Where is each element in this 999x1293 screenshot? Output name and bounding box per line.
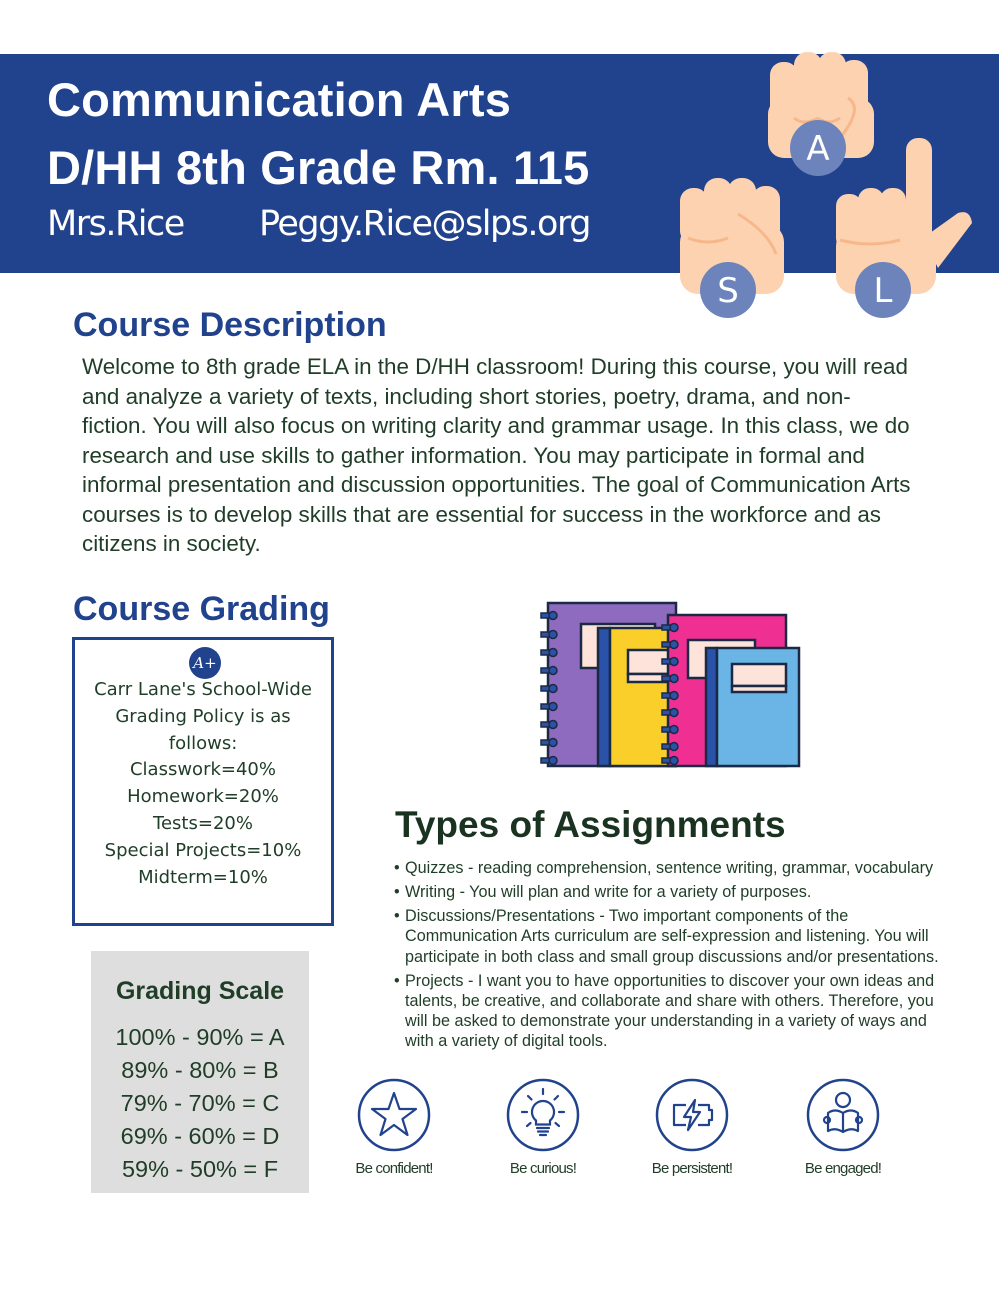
trait-label: Be confident!: [355, 1160, 433, 1177]
teacher-email[interactable]: Peggy.Rice@slps.org: [259, 204, 590, 244]
course-description-text: Welcome to 8th grade ELA in the D/HH classroom! During this course, you will read and analyze a variety of texts, including short stories, poetry, drama, and non-fiction. You will also focus on writing clarity and grammar usage. In this class, we do research and use skills to gather information. You may participate in formal and informal presentation and discussion opportunities. The goal of Communication Arts courses is to develop skills that are essential for success in the workforce and as citizens in society.: [82, 354, 911, 556]
grading-scale-row: 79% - 70% = C: [120, 1090, 280, 1116]
assignments-heading: Types of Assignments: [395, 804, 786, 845]
trait-label: Be curious!: [509, 1160, 577, 1177]
grading-scale-row: 100% - 90% = A: [115, 1024, 285, 1050]
trait-be-curious: [483, 1078, 603, 1177]
policy-weight-homework: Homework=20%: [127, 786, 279, 808]
policy-line: Grading Policy is as: [115, 705, 291, 727]
grading-scale-row: 69% - 60% = D: [120, 1123, 280, 1149]
grading-scale-row: 89% - 80% = B: [121, 1057, 279, 1083]
grading-policy-box: [72, 637, 334, 926]
notebooks-icon: [538, 600, 803, 770]
grading-scale-title: Grading Scale: [115, 977, 285, 1005]
course-grading-heading: Course Grading: [73, 590, 330, 628]
policy-weight-tests: Tests=20%: [153, 812, 253, 834]
asl-letter-s: S: [717, 271, 739, 311]
lightbulb-icon: [506, 1078, 580, 1152]
grading-scale-rows: [91, 1021, 309, 1186]
asl-letter-l: L: [873, 271, 893, 311]
policy-weight-midterm: Midterm=10%: [138, 866, 268, 888]
trait-be-confident: [334, 1078, 454, 1177]
course-title: Communication Arts: [47, 73, 512, 126]
a-plus-icon: A+: [189, 647, 221, 679]
asl-letter-a: A: [806, 129, 830, 169]
policy-line: Carr Lane's School-Wide: [94, 679, 312, 700]
grading-scale-box: [91, 951, 309, 1193]
assignment-item-projects: • Projects - I want you to have opportunities to discover your own ideas and talents, be creative, and collaborate and share with others. Therefore, you will be asked to demonstrate your understanding in a variety of ways and with a variety of digital tools.: [394, 971, 954, 1052]
assignment-item-quizzes: • Quizzes - reading comprehension, sentence writing, grammar, vocabulary: [394, 858, 954, 878]
star-icon: [357, 1078, 431, 1152]
trait-be-engaged: [783, 1078, 903, 1177]
policy-weight-special-projects: Special Projects=10%: [104, 839, 302, 861]
assignment-item-writing: • Writing - You will plan and write for a variety of purposes.: [394, 882, 954, 902]
course-subtitle: D/HH 8th Grade Rm. 115: [47, 141, 590, 194]
teacher-name: Mrs.Rice: [47, 204, 184, 244]
trait-be-persistent: [632, 1078, 752, 1177]
grading-scale-row: 59% - 50% = F: [121, 1156, 279, 1182]
trait-label: Be persistent!: [651, 1160, 733, 1177]
trait-label: Be engaged!: [804, 1160, 882, 1177]
policy-weight-classwork: Classwork=40%: [129, 759, 276, 781]
assignment-item-discussions: • Discussions/Presentations - Two important components of the Communication Arts curriculum are self-expression and listening. You will participate in both class and small group discussions and/or presentations.: [394, 906, 954, 967]
battery-bolt-icon: [655, 1078, 729, 1152]
course-description-heading: Course Description: [73, 306, 387, 344]
policy-line: follows:: [168, 732, 238, 754]
asl-hands-icon: [668, 38, 973, 323]
assignments-list: [394, 858, 954, 1055]
reader-icon: [806, 1078, 880, 1152]
grading-policy-text: [75, 677, 331, 891]
